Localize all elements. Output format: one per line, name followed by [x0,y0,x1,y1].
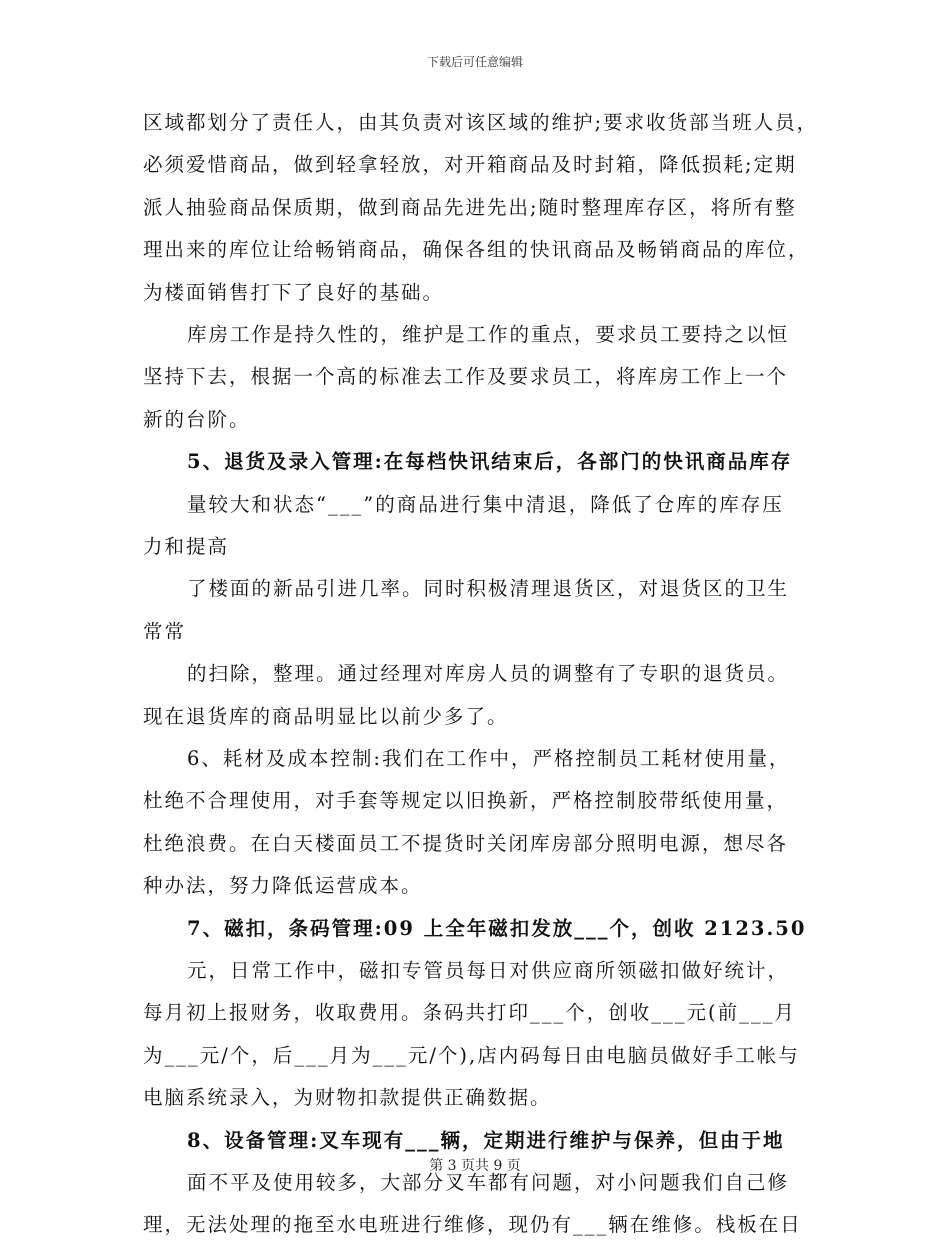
text-line: 电脑系统录入，为财物扣款提供正确数据。 [143,1086,552,1110]
text-line: 元，日常工作中，磁扣专管员每日对供应商所领磁扣做好统计， [187,959,790,982]
text-line: 为___元/个，后___月为___元/个),店内码每日由电脑员做好手工帐与 [143,1043,800,1067]
text-line: 6、耗材及成本控制:我们在工作中，严格控制员工耗材使用量， [187,747,791,770]
text-line: 面不平及使用较多，大部分叉车都有问题，对小问题我们自己修 [187,1171,790,1194]
text-line: 为楼面销售打下了良好的基础。 [143,280,445,304]
text-line: 区域都划分了责任人，由其负责对该区域的维护;要求收货部当班人员， [143,111,819,134]
text-line: 必须爱惜商品，做到轻拿轻放，对开箱商品及时封箱，降低损耗;定期 [143,153,797,177]
text-line: 常常 [143,619,187,643]
text-line: 理出来的库位让给畅销商品，确保各组的快讯商品及畅销商品的库位， [143,238,810,262]
text-line: 派人抽验商品保质期，做到商品先进先出;随时整理库存区，将所有整 [143,195,797,219]
text-line: 每月初上报财务，收取费用。条码共打印___个，创收___元(前___月 [143,1001,796,1025]
text-line: 杜绝浪费。在白天楼面员工不提货时关闭库房部分照明电源，想尽各 [143,831,789,855]
text-line: 新的台阶。 [143,407,251,431]
text-line: 理，无法处理的拖至水电班进行维修，现仍有___辆在维修。栈板在日 [143,1213,802,1237]
text-line: 库房工作是持久性的，维护是工作的重点，要求员工要持之以恒 [187,323,790,346]
text-line: 8、设备管理:叉车现有___辆，定期进行维护与保养，但由于地 [187,1128,785,1152]
text-line: 7、磁扣，条码管理:09 上全年磁扣发放___个，创收 2123.50 [187,916,807,940]
text-line: 量较大和状态“___”的商品进行集中清退，降低了仓库的库存压 [187,492,784,516]
text-line: 杜绝不合理使用，对手套等规定以旧换新，严格控制胶带纸使用量， [143,789,789,813]
page-footer: 第 3 页共 9 页 [429,1158,521,1174]
text-line: 的扫除，整理。通过经理对库房人员的调整有了专职的退货员。 [187,662,790,686]
text-line: 坚持下去，根据一个高的标准去工作及要求员工，将库房工作上一个 [143,365,789,389]
text-line: 5、退货及录入管理:在每档快讯结束后，各部门的快讯商品库存 [187,450,793,474]
page-header: 下载后可任意编辑 [426,55,523,69]
text-line: 了楼面的新品引进几率。同时积极清理退货区，对退货区的卫生 [187,577,790,601]
text-line: 力和提高 [143,535,230,558]
text-line: 种办法，努力降低运营成本。 [143,874,423,898]
text-line: 现在退货库的商品明显比以前少多了。 [143,704,509,728]
